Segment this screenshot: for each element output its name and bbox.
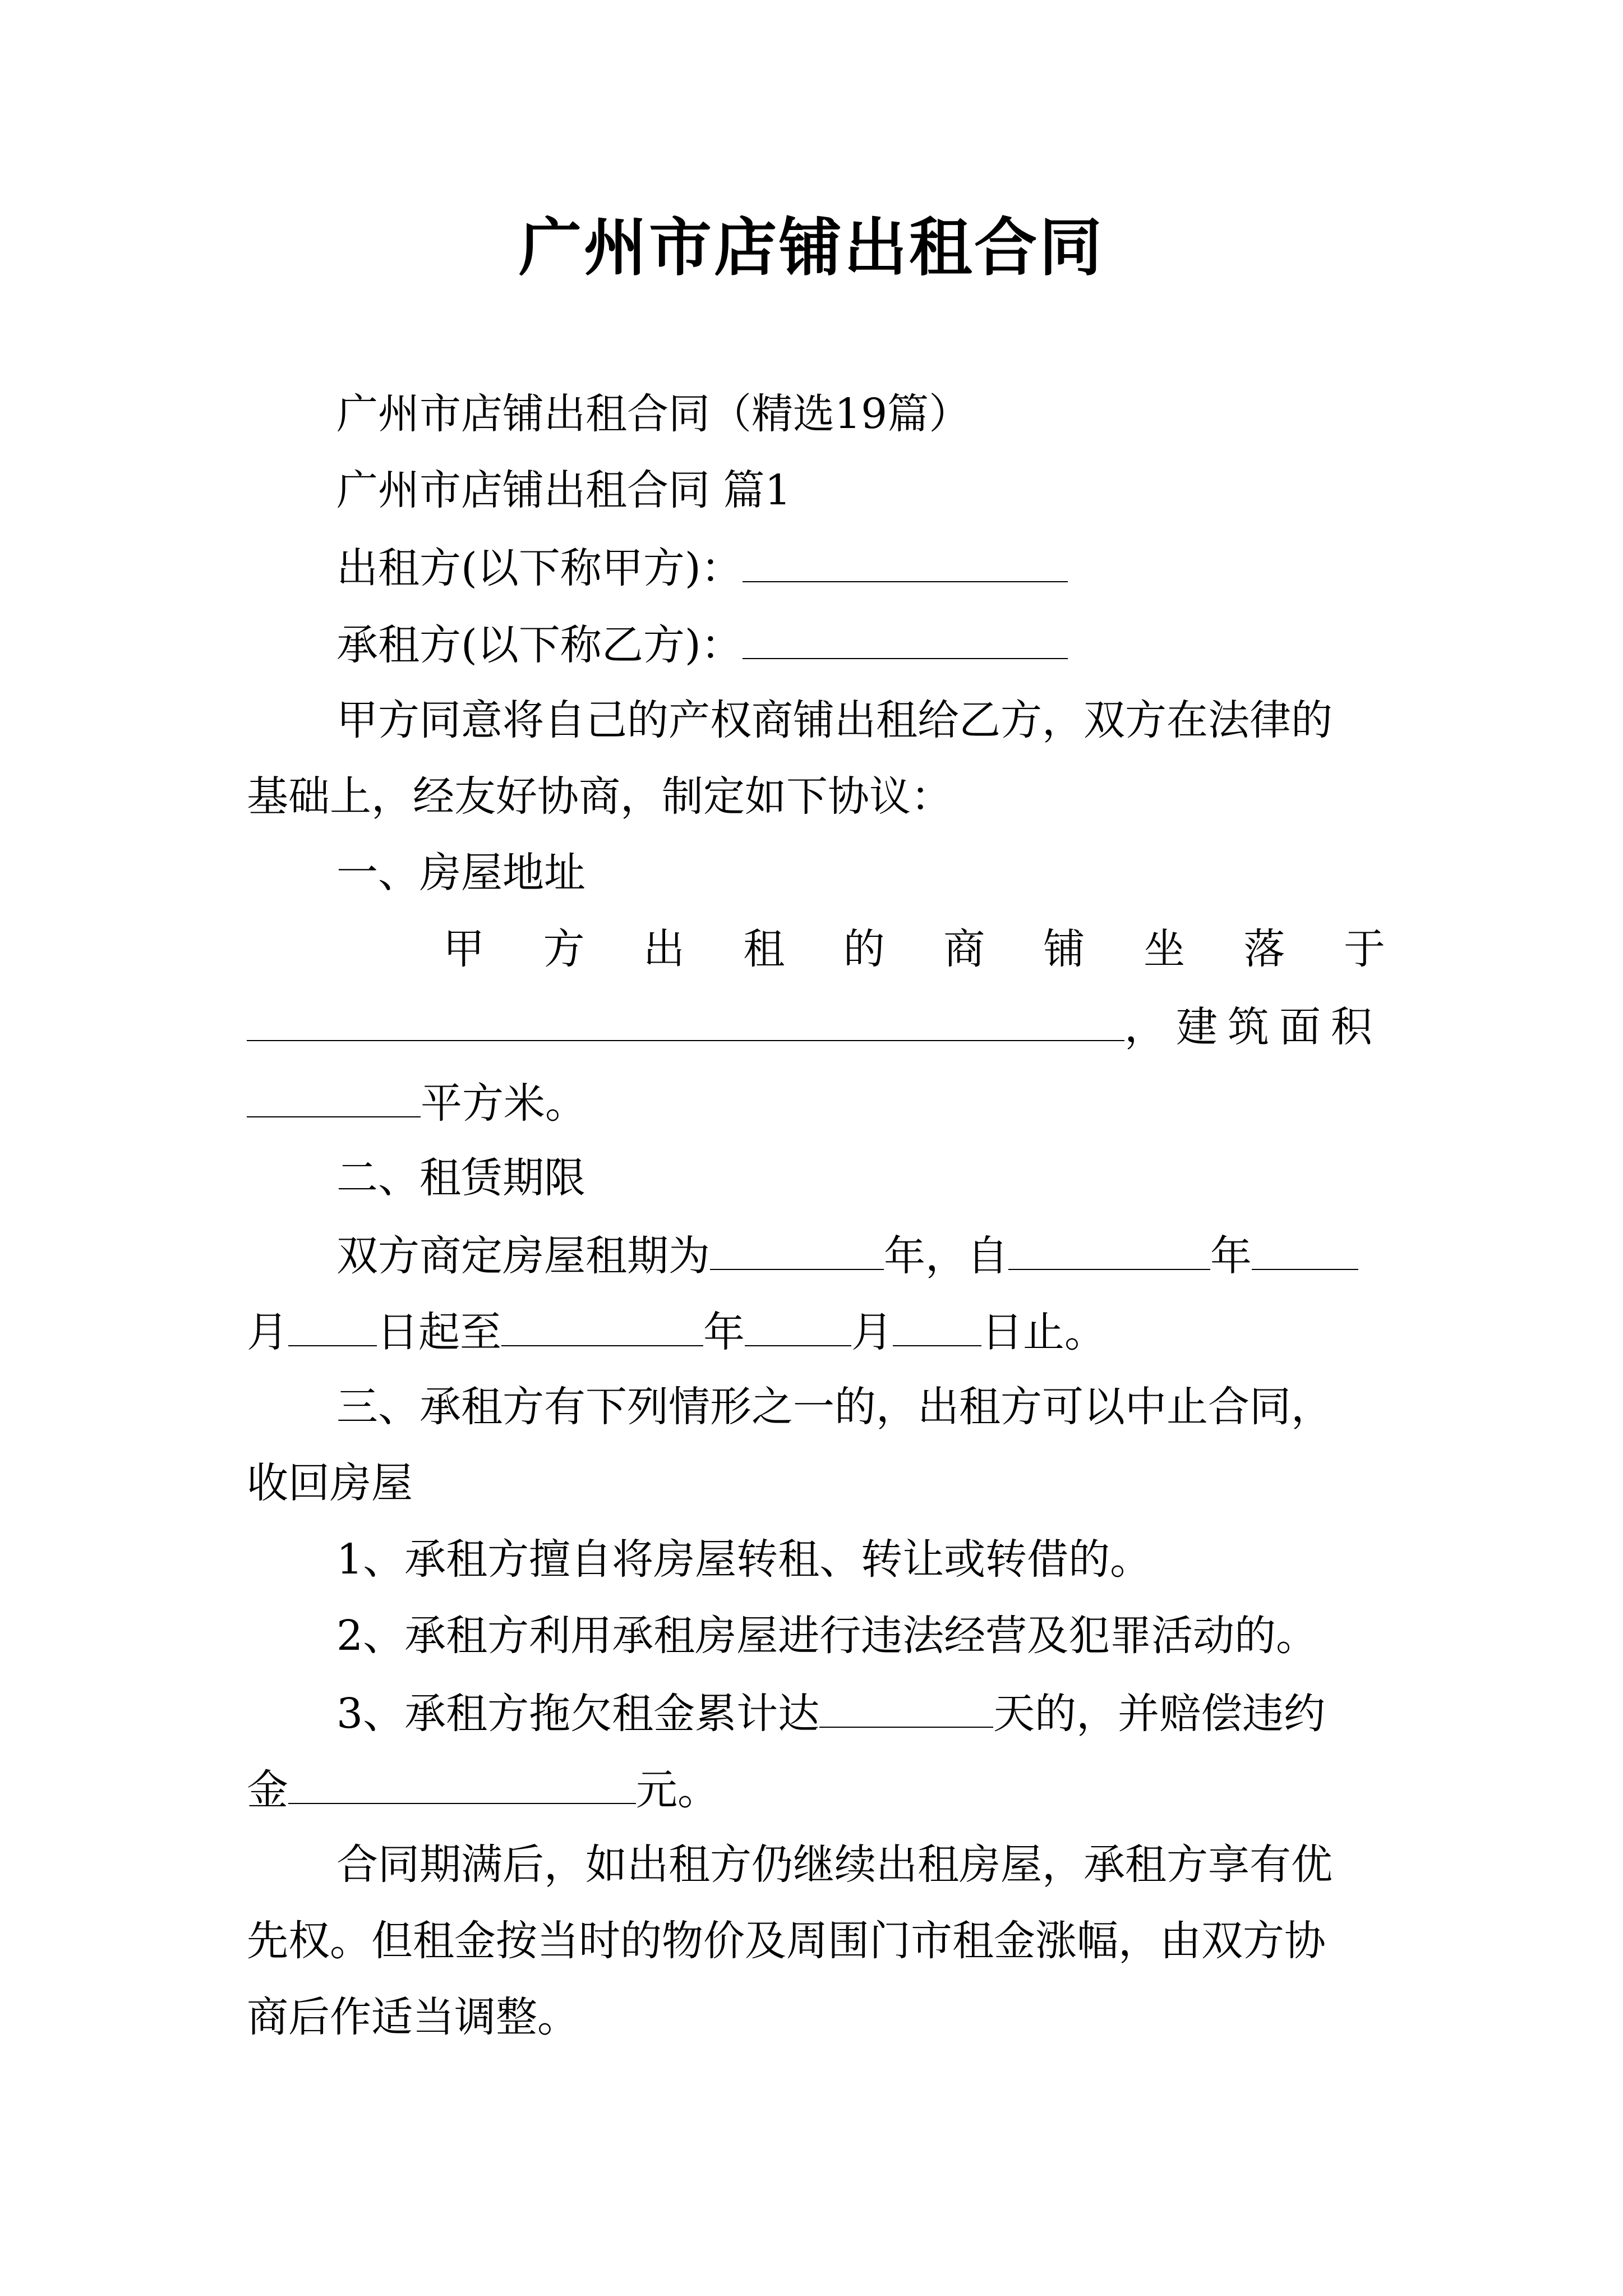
location-char: 铺 xyxy=(1043,925,1085,973)
lessee-label: 承租方(以下称乙方)： xyxy=(336,621,743,669)
location-char: 坐 xyxy=(1144,925,1186,973)
location-char: 于 xyxy=(1343,925,1385,973)
item-1: 1、承租方擅自将房屋转租、转让或转借的。 xyxy=(336,1535,1152,1584)
location-char: 的 xyxy=(843,925,885,973)
end-year-blank xyxy=(501,1303,703,1346)
term-label: 双方商定房屋租期为 xyxy=(336,1232,710,1280)
term-from-label: 年，自 xyxy=(884,1232,1008,1280)
start-day-blank xyxy=(288,1303,377,1346)
item-2: 2、承租方利用承租房屋进行违法经营及犯罪活动的。 xyxy=(336,1612,1318,1660)
month-label: 月 xyxy=(851,1308,893,1356)
until-label: 日起至 xyxy=(377,1308,501,1356)
section-2-term-line xyxy=(247,1226,1385,1282)
location-char: 商 xyxy=(943,925,985,973)
subtitle-line: 广州市店铺出租合同（精选19篇） xyxy=(336,390,971,438)
intro-line-1: 甲方同意将自己的产权商铺出租给乙方，双方在法律的 xyxy=(336,696,1332,744)
section-2-dates-line xyxy=(247,1303,1385,1359)
area-label: ，建筑面积 xyxy=(1124,1003,1382,1051)
renewal-line-1: 合同期满后，如出租方仍继续出租房屋，承租方享有优 xyxy=(336,1841,1332,1889)
lessor-blank xyxy=(743,539,1068,582)
location-char: 落 xyxy=(1243,925,1285,973)
section-1-location-line xyxy=(247,921,1385,977)
currency-label: 元。 xyxy=(636,1766,719,1814)
section-3-line-2: 收回房屋 xyxy=(247,1459,413,1507)
end-month-blank xyxy=(745,1303,851,1346)
location-char: 租 xyxy=(743,925,785,973)
section-2-heading: 二、租赁期限 xyxy=(336,1154,585,1202)
renewal-line-3: 商后作适当调整。 xyxy=(247,1993,579,2041)
lessee-blank xyxy=(743,615,1068,659)
month-label: 月 xyxy=(247,1308,288,1356)
item-3-line-1 xyxy=(247,1684,1385,1740)
start-year-blank xyxy=(1008,1226,1210,1270)
end-day-blank xyxy=(893,1303,981,1346)
arrears-label: 3、承租方拖欠租金累计达 xyxy=(336,1690,820,1738)
area-unit: 平方米。 xyxy=(421,1079,587,1128)
arrears-days-blank xyxy=(819,1684,993,1728)
section-1-address-line xyxy=(247,997,1385,1053)
location-char: 出 xyxy=(643,925,685,973)
address-blank xyxy=(247,997,1124,1041)
penalty-label-end: 金 xyxy=(247,1766,288,1814)
end-label: 日止。 xyxy=(981,1308,1106,1356)
location-char: 方 xyxy=(543,925,585,973)
section-3-line-1: 三、承租方有下列情形之一的，出租方可以中止合同， xyxy=(336,1383,1332,1431)
section-1-area-line xyxy=(247,1074,1385,1130)
intro-line-2: 基础上，经友好协商，制定如下协议： xyxy=(247,772,952,821)
renewal-line-2: 先权。但租金按当时的物价及周围门市租金涨幅，由双方协 xyxy=(247,1917,1326,1965)
lessor-line xyxy=(247,539,1385,595)
year-label: 年 xyxy=(1210,1232,1252,1280)
lessor-label: 出租方(以下称甲方)： xyxy=(336,544,743,592)
section-1-heading: 一、房屋地址 xyxy=(336,849,585,897)
start-month-blank xyxy=(1252,1226,1358,1270)
term-years-blank xyxy=(710,1226,884,1270)
year-label: 年 xyxy=(703,1308,745,1356)
document-title: 广州市店铺出租合同 xyxy=(519,211,1104,284)
item-3-line-2 xyxy=(247,1760,1385,1816)
area-blank xyxy=(247,1074,421,1117)
penalty-label: 天的，并赔偿违约 xyxy=(993,1690,1326,1738)
location-char: 甲 xyxy=(443,925,485,973)
chapter-heading: 广州市店铺出租合同 篇1 xyxy=(336,466,791,514)
lessee-line xyxy=(247,615,1385,671)
penalty-amount-blank xyxy=(288,1760,636,1804)
